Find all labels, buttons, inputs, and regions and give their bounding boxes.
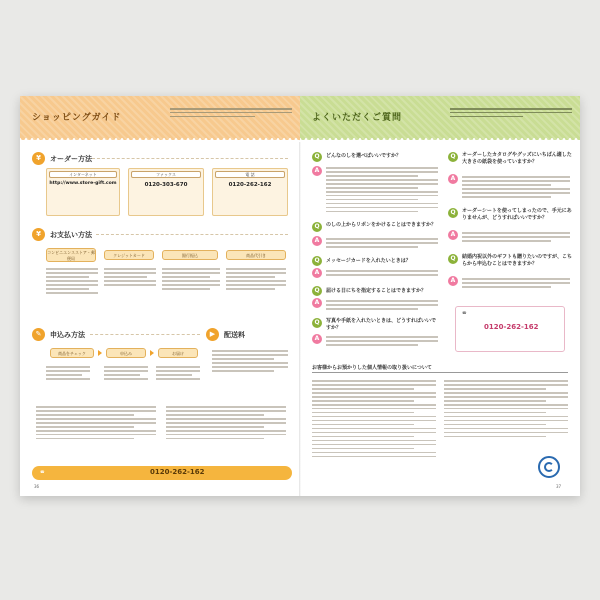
catalog-spread — [20, 96, 580, 496]
faq-answer-6 — [462, 176, 570, 200]
phone-icon: ☎ — [40, 470, 45, 474]
faq-answer-1 — [326, 167, 438, 215]
order-method-value: 0120-262-162 — [228, 182, 272, 188]
question-icon: Q — [312, 318, 322, 328]
answer-icon: A — [312, 236, 322, 246]
application-text-3 — [156, 366, 200, 382]
order-title: オーダー方法 — [50, 155, 92, 163]
left-page-number: 36 — [34, 484, 40, 489]
right-page-number: 37 — [556, 484, 562, 489]
right-header-band — [300, 96, 580, 140]
pencil-icon: ✎ — [32, 328, 45, 341]
faq-question-4: 届ける日にちを指定することはできますか？ — [326, 288, 427, 294]
faq-question-3: メッセージカードを入れたいときは？ — [326, 258, 411, 264]
faq-answer-2 — [326, 238, 438, 250]
faq-question-5: 写真や手紙を入れたいときは、どうすればいいですか？ — [326, 318, 437, 331]
left-header-band — [20, 96, 300, 140]
order-rule — [92, 158, 288, 159]
wallet-icon: ¥ — [32, 228, 45, 241]
question-icon: Q — [312, 152, 322, 162]
payment-method-credit: クレジットカード — [104, 250, 154, 260]
payment-method-cod: 商品代引き — [226, 250, 286, 260]
privacy-mark-seal — [538, 456, 560, 478]
application-title: 申込み方法 — [50, 331, 85, 339]
answer-icon: A — [448, 230, 458, 240]
question-icon: Q — [312, 256, 322, 266]
answer-icon: A — [312, 298, 322, 308]
payment-text-3 — [162, 268, 220, 292]
yen-icon: ¥ — [32, 152, 45, 165]
order-method-value: http://www.store-gift.com — [49, 181, 117, 186]
faq-question-2: のしの上からリボンをかけることはできますか？ — [326, 222, 437, 228]
faq-question-6: オーダーしたカタログやグッズにいちばん適した大きさの紙袋を使っていますか？ — [462, 152, 572, 165]
privacy-text-2 — [444, 380, 568, 440]
question-icon: Q — [448, 152, 458, 162]
application-step-2: 申込み — [106, 348, 146, 358]
question-icon: Q — [448, 208, 458, 218]
phone-number: 0120-262-162 — [150, 468, 205, 476]
answer-icon: A — [312, 166, 322, 176]
payment-title: お支払い方法 — [50, 231, 92, 239]
contact-box — [455, 306, 565, 352]
contact-phone-number: 0120-262-162 — [484, 323, 539, 331]
right-wavy-edge — [300, 138, 580, 142]
order-method-label: 電 話 — [215, 171, 285, 178]
payment-text-4 — [226, 268, 286, 292]
order-method-fax — [128, 168, 204, 216]
payment-text-1 — [46, 268, 98, 296]
question-icon: Q — [312, 222, 322, 232]
left-header-title: ショッピングガイド — [32, 113, 122, 123]
order-method-value: 0120-303-670 — [144, 182, 188, 188]
answer-icon: A — [448, 276, 458, 286]
question-icon: Q — [448, 254, 458, 264]
phone-banner — [32, 466, 292, 480]
faq-answer-8 — [462, 278, 570, 290]
order-method-label: ファックス — [131, 171, 201, 178]
application-step-1: 商品をチェック — [50, 348, 94, 358]
right-page — [300, 96, 580, 496]
answer-icon: A — [312, 334, 322, 344]
shipping-title: 配送料 — [224, 331, 245, 339]
order-method-internet — [46, 168, 120, 216]
answer-icon: A — [448, 174, 458, 184]
question-icon: Q — [312, 286, 322, 296]
notes-text-2 — [166, 406, 286, 442]
payment-method-bank: 銀行振込 — [162, 250, 218, 260]
payment-method-convenience: コンビニエンスストア・郵便局 — [47, 250, 95, 261]
notes-text-1 — [36, 406, 156, 442]
right-header-intro — [450, 108, 572, 117]
step-arrow-icon — [150, 350, 154, 356]
payment-rule — [96, 234, 288, 235]
application-text-1 — [46, 366, 90, 382]
application-text-2 — [104, 366, 148, 382]
faq-answer-3 — [326, 270, 438, 278]
answer-icon: A — [312, 268, 322, 278]
phone-icon: ☎ — [462, 311, 467, 315]
faq-question-8: 結婚内祝以外のギフトも贈りたいのですが、こちらから申込むことはできますか？ — [462, 254, 573, 267]
left-header-intro — [170, 108, 292, 117]
privacy-text-1 — [312, 380, 436, 460]
privacy-notice-rule — [312, 372, 568, 373]
right-header-title: よくいただくご質問 — [312, 113, 403, 123]
faq-answer-4 — [326, 300, 438, 312]
application-step-3: お届け — [158, 348, 198, 358]
shipping-text — [212, 350, 288, 374]
faq-answer-5 — [326, 336, 438, 348]
order-method-phone — [212, 168, 288, 216]
payment-text-2 — [104, 268, 156, 288]
privacy-notice-title: お客様からお預かりした個人情報の取り扱いについて — [312, 365, 432, 371]
faq-question-1: どんなのしを選べばいいですか？ — [326, 153, 402, 159]
step-arrow-icon — [98, 350, 102, 356]
left-wavy-edge — [20, 138, 300, 142]
truck-icon: ▶ — [206, 328, 219, 341]
faq-answer-7 — [462, 232, 570, 244]
application-rule — [90, 334, 200, 335]
faq-question-7: オーダーシートを使ってしまったので、手元にありませんが、どうすればいいですか？ — [462, 208, 572, 221]
order-method-label: インターネット — [49, 171, 117, 178]
left-page — [20, 96, 300, 496]
